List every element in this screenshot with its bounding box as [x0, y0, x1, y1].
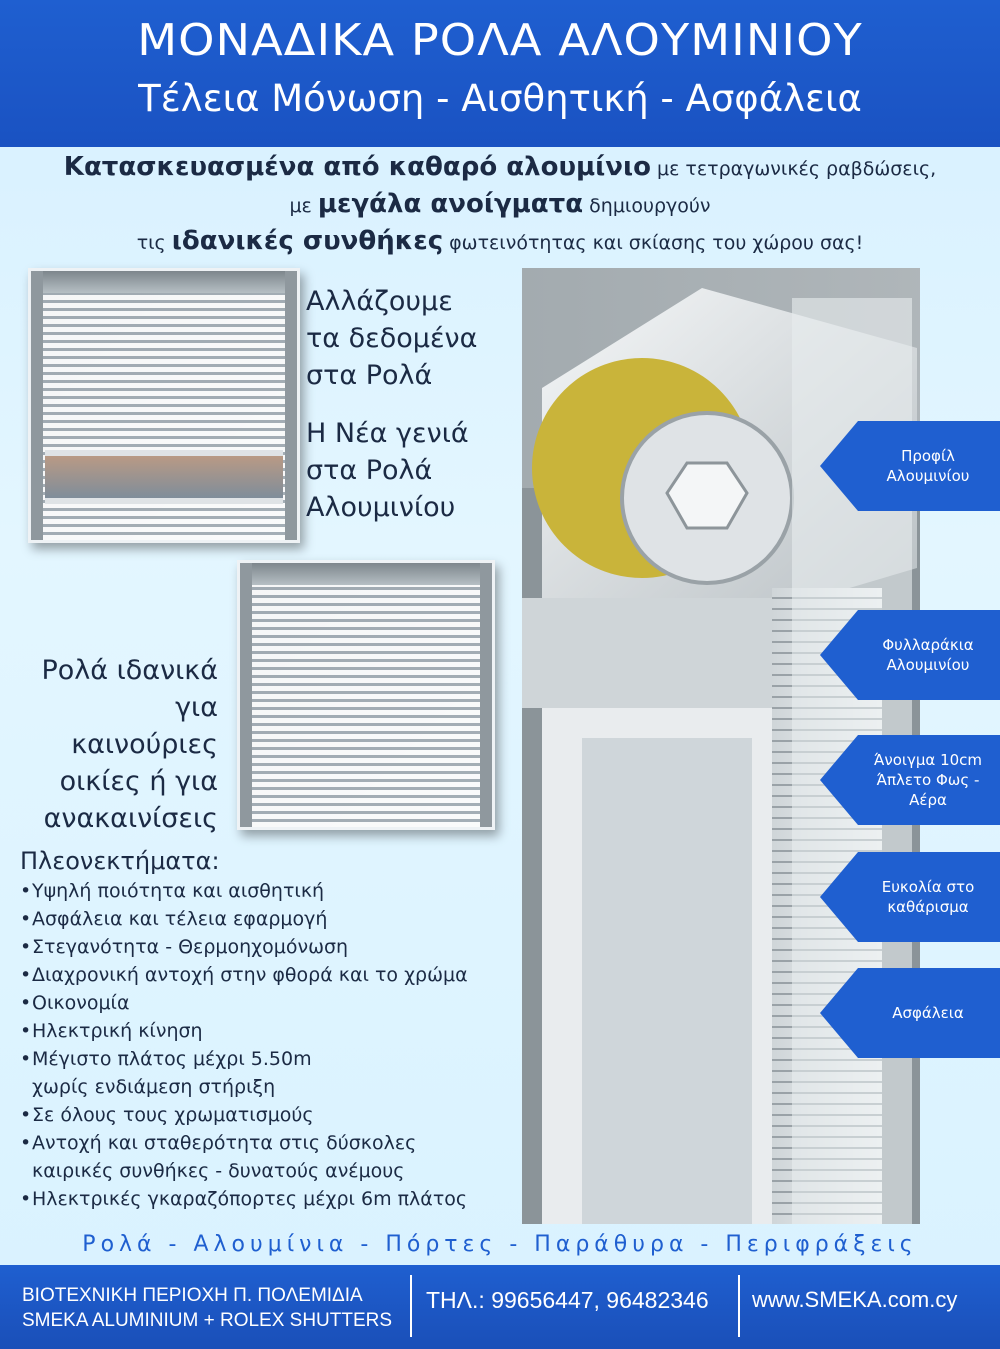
bullet-icon: • [20, 1020, 32, 1042]
bullet-icon: • [20, 936, 32, 958]
website-link[interactable]: www.SMEKA.com.cy [752, 1287, 958, 1312]
benefits-title: Πλεονεκτήματα: [20, 847, 220, 875]
footer-divider [410, 1275, 412, 1337]
callout-label: Φυλλαράκια Αλουμινίου [882, 636, 974, 674]
intro-line-1: Κατασκευασμένα από καθαρό αλουμίνιο με τετραγωνικές ραβδώσεις, [63, 152, 937, 182]
callout-label: Άνοιγμα 10cm Άπλετο Φως - Αέρα [873, 751, 983, 809]
callout-label: Προφίλ Αλουμινίου [886, 447, 970, 485]
shutter-rail-left [240, 563, 252, 827]
callout-arrow [820, 852, 1000, 942]
shutter-rail-right [285, 271, 297, 540]
footer-divider [738, 1275, 740, 1337]
callout-arrow [820, 735, 1000, 825]
shutter-rail-left [31, 271, 43, 540]
benefit-item: •Διαχρονική αντοχή στην φθορά και το χρώμα [20, 961, 520, 989]
shutter-box [240, 563, 492, 585]
intro-line-2: με μεγάλα ανοίγματα δημιουργούν [289, 189, 711, 219]
shutter-box [31, 271, 297, 293]
phone-numbers[interactable]: ΤΗΛ.: 99656447, 96482346 [426, 1287, 709, 1313]
footer-bar [0, 1265, 1000, 1349]
callout-arrow [820, 968, 1000, 1058]
benefit-item: •Μέγιστο πλάτος μέχρι 5.50m χωρίς ενδιάμεση στήριξη [20, 1045, 520, 1101]
bullet-icon: • [20, 964, 32, 986]
callout-label: Ευκολία στο καθάρισμα [881, 878, 975, 916]
header-banner [0, 0, 1000, 147]
bullet-icon: • [20, 992, 32, 1014]
services-line: Ρολά - Αλουμίνια - Πόρτες - Παράθυρα - Περιφράξεις [82, 1232, 918, 1257]
benefit-item: •Υψηλή ποιότητα και αισθητική [20, 877, 520, 905]
tagline-change: Αλλάζουμε τα δεδομένα στα Ρολά [306, 286, 478, 391]
shutter-rail-right [480, 563, 492, 827]
tagline-new-generation: Η Νέα γενιά στα Ρολά Αλουμινίου [306, 418, 469, 523]
bullet-icon: • [20, 1188, 32, 1210]
callout-arrow [820, 610, 1000, 700]
page-subtitle: Τέλεια Μόνωση - Αισθητική - Ασφάλεια [138, 77, 862, 120]
intro-line-3: τις ιδανικές συνθήκες φωτεινότητας και σκίασης του χώρου σας! [136, 226, 864, 256]
benefits-list [20, 845, 520, 1213]
callout-label: Ασφάλεια [892, 1004, 964, 1022]
benefit-item: •Ηλεκτρική κίνηση [20, 1017, 520, 1045]
callout-arrow [820, 421, 1000, 511]
shutter-photo-closed [237, 560, 495, 830]
window-opening [45, 450, 283, 504]
benefit-item: •Ηλεκτρικές γκαραζόπορτες μέχρι 6m πλάτος [20, 1185, 520, 1213]
bullet-icon: • [20, 1104, 32, 1126]
benefit-item: •Αντοχή και σταθερότητα στις δύσκολες καιρικές συνθήκες - δυνατούς ανέμους [20, 1129, 520, 1185]
intro-text [0, 150, 1000, 261]
bullet-icon: • [20, 1048, 32, 1070]
tagline-ideal-for-homes: Ρολά ιδανικά για καινούριες οικίες ή για ανακαινίσεις [41, 655, 218, 834]
benefit-items [20, 877, 520, 1213]
benefit-item: •Στεγανότητα - Θερμοηχομόνωση [20, 933, 520, 961]
bullet-icon: • [20, 1132, 32, 1154]
frame-profile [522, 598, 782, 708]
benefit-item: •Ασφάλεια και τέλεια εφαρμογή [20, 905, 520, 933]
bullet-icon: • [20, 880, 32, 902]
shutter-photo-window [28, 268, 300, 543]
window-glass [582, 738, 752, 1224]
benefit-item: •Σε όλους τους χρωματισμούς [20, 1101, 520, 1129]
company-address: ΒΙΟΤΕΧΝΙΚΗ ΠΕΡΙΟΧΗ Π. ΠΟΛΕΜΙΔΙΑ SMEKA ALUMINIUM + ROLEX SHUTTERS [22, 1285, 393, 1331]
page-title: ΜΟΝΑΔΙΚΑ ΡΟΛΑ ΑΛΟΥΜΙΝΙΟΥ [137, 15, 863, 66]
bullet-icon: • [20, 908, 32, 930]
benefit-item: •Οικονομία [20, 989, 520, 1017]
